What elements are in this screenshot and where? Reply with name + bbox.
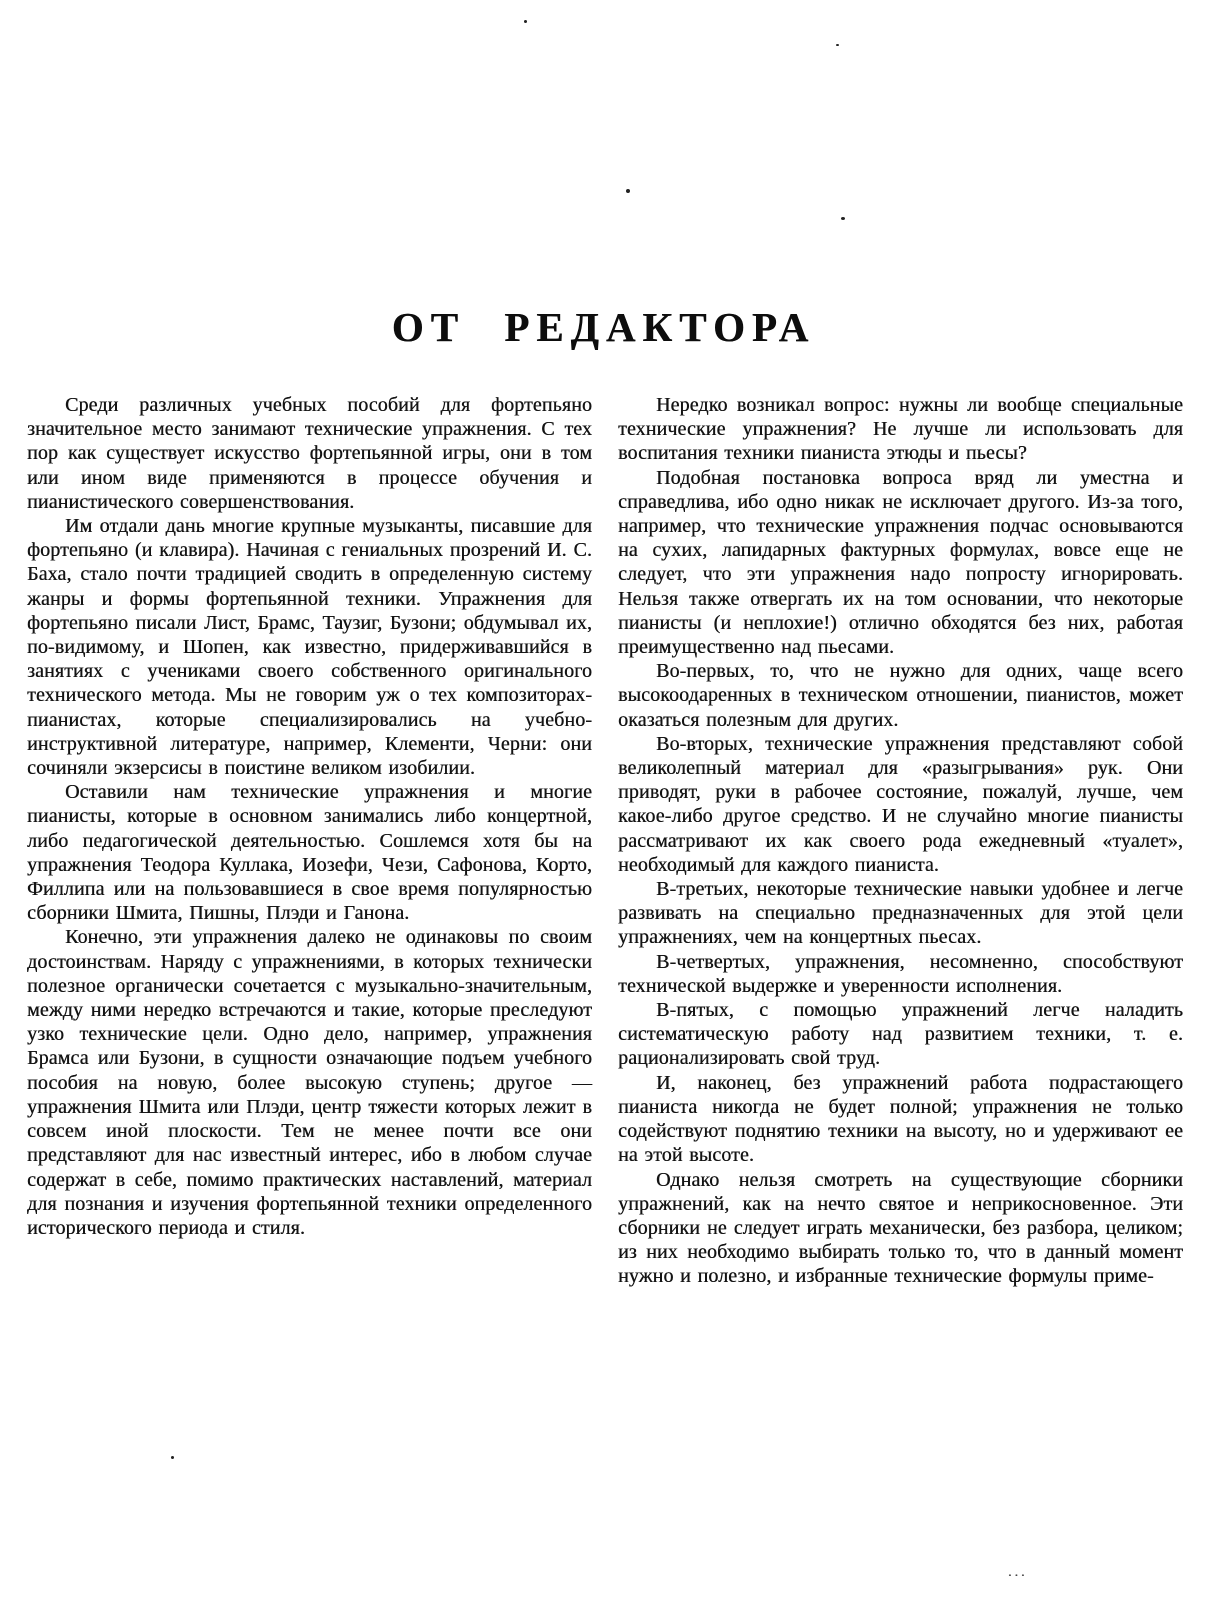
right-column [618, 393, 1183, 1289]
scan-speck [841, 217, 845, 220]
paragraph: И, наконец, без упражнений работа подрастающего пианиста никогда не будет полной; упражнения не только содействуют поднятию техники на высоту, но и удерживают ее на этой высоте. [618, 1071, 1183, 1167]
scan-speck [524, 20, 527, 23]
paragraph: Нередко возникал вопрос: нужны ли вообще специальные технические упражнения? Не лучше ли использовать для воспитания техники пианиста этюды и пьесы? [618, 394, 1183, 465]
paragraph: Во-первых, то, что не нужно для одних, чаще всего высокоодаренных в техническом отношении, пианистов, может оказаться полезным для других. [618, 660, 1183, 731]
left-column [27, 393, 592, 1289]
paragraph: В-четвертых, упражнения, несомненно, способствуют технической выдержке и уверенности исполнения. [618, 950, 1183, 997]
paragraph: Оставили нам технические упражнения и многие пианисты, которые в основном занимались либо концертной, либо педагогической деятельностью. Сошлемся хотя бы на упражнения Теодора Куллака, Иозефи, Чези, Сафонова, Корто, Филлипа или на пользовавшиеся в свое время популярностью сборники Шмита, Пишны, Плэди и Ганона. [27, 781, 592, 925]
scan-speck [836, 44, 839, 46]
paragraph: В-пятых, с помощью упражнений легче наладить систематическую работу над развитием техники, т. е. рационализировать свой труд. [618, 999, 1183, 1070]
scan-speck [626, 189, 630, 193]
paragraph: Во-вторых, технические упражнения представляют собой великолепный материал для «разыгрывания» рук. Они приводят, руки в рабочее состояние, пожалуй, лучше, чем какое-либо другое средство. И не случайно многие пианисты рассматривают их как своего рода ежедневный «туалет», необходимый для каждого пианиста. [618, 732, 1183, 876]
page-title: ОТ РЕДАКТОРА [391, 304, 816, 350]
text-columns [27, 393, 1183, 1289]
paragraph: Конечно, эти упражнения далеко не одинаковы по своим достоинствам. Наряду с упражнениями, в которых технически полезное органически сочетается с музыкально-значительным, между ними нередко встречаются и такие, которые преследуют узко технические цели. Одно дело, например, упражнения Брамса или Бузони, в сущности означающие подъем учебного пособия на новую, более высокую ступень; другое — упражнения Шмита или Плэди, центр тяжести которых лежит в совсем иной плоскости. Тем не менее почти все они представляют для нас известный интерес, ибо в любом случае содержат в себе, помимо практических наставлений, материал для познания и изучения фортепьянной техники определенного исторического периода и стиля. [27, 926, 592, 1239]
paragraph: В-третьих, некоторые технические навыки удобнее и легче развивать на специально предназначенных для этой цели упражнениях, чем на концертных пьесах. [618, 878, 1183, 949]
paragraph: Подобная постановка вопроса вряд ли уместна и справедлива, ибо одно никак не исключает другого. Из-за того, например, что технические упражнения подчас основываются на сухих, лапидарных фактурных формулах, вовсе еще не следует, что эти упражнения надо попросту игнорировать. Нельзя также отвергать их на том основании, что некоторые пианисты (и неплохие!) отлично обходятся без них, работая преимущественно над пьесами. [618, 466, 1183, 659]
scan-speck [171, 1456, 174, 1459]
paragraph: Среди различных учебных пособий для фортепьяно значительное место занимают технические упражнения. С тех пор как существует искусство фортепьянной игры, они в том или ином виде применяются в процессе обучения и пианистического совершенствования. [27, 394, 592, 513]
scan-artifact-mark: ... [1008, 1565, 1028, 1580]
paragraph: Им отдали дань многие крупные музыканты, писавшие для фортепьяно (и клавира). Начиная с гениальных прозрений И. С. Баха, стало почти традицией сводить в определенную систему жанры и формы фортепьянной техники. Упражнения для фортепьяно писали Лист, Брамс, Таузиг, Бузони; обдумывал их, по-видимому, и Шопен, как известно, придерживавшийся в занятиях с учениками своего собственного оригинального технического метода. Мы не говорим уж о тех композиторах-пианистах, которые специализировались на учебно-инструктивной литературе, например, Клементи, Черни: они сочиняли экзерсисы в поистине великом изобилии. [27, 515, 592, 780]
paragraph: Однако нельзя смотреть на существующие сборники упражнений, как на нечто святое и неприкосновенное. Эти сборники не следует играть механически, без разбора, целиком; из них необходимо выбирать только то, что в данный момент нужно и полезно, и избранные технические формулы приме- [618, 1168, 1183, 1288]
